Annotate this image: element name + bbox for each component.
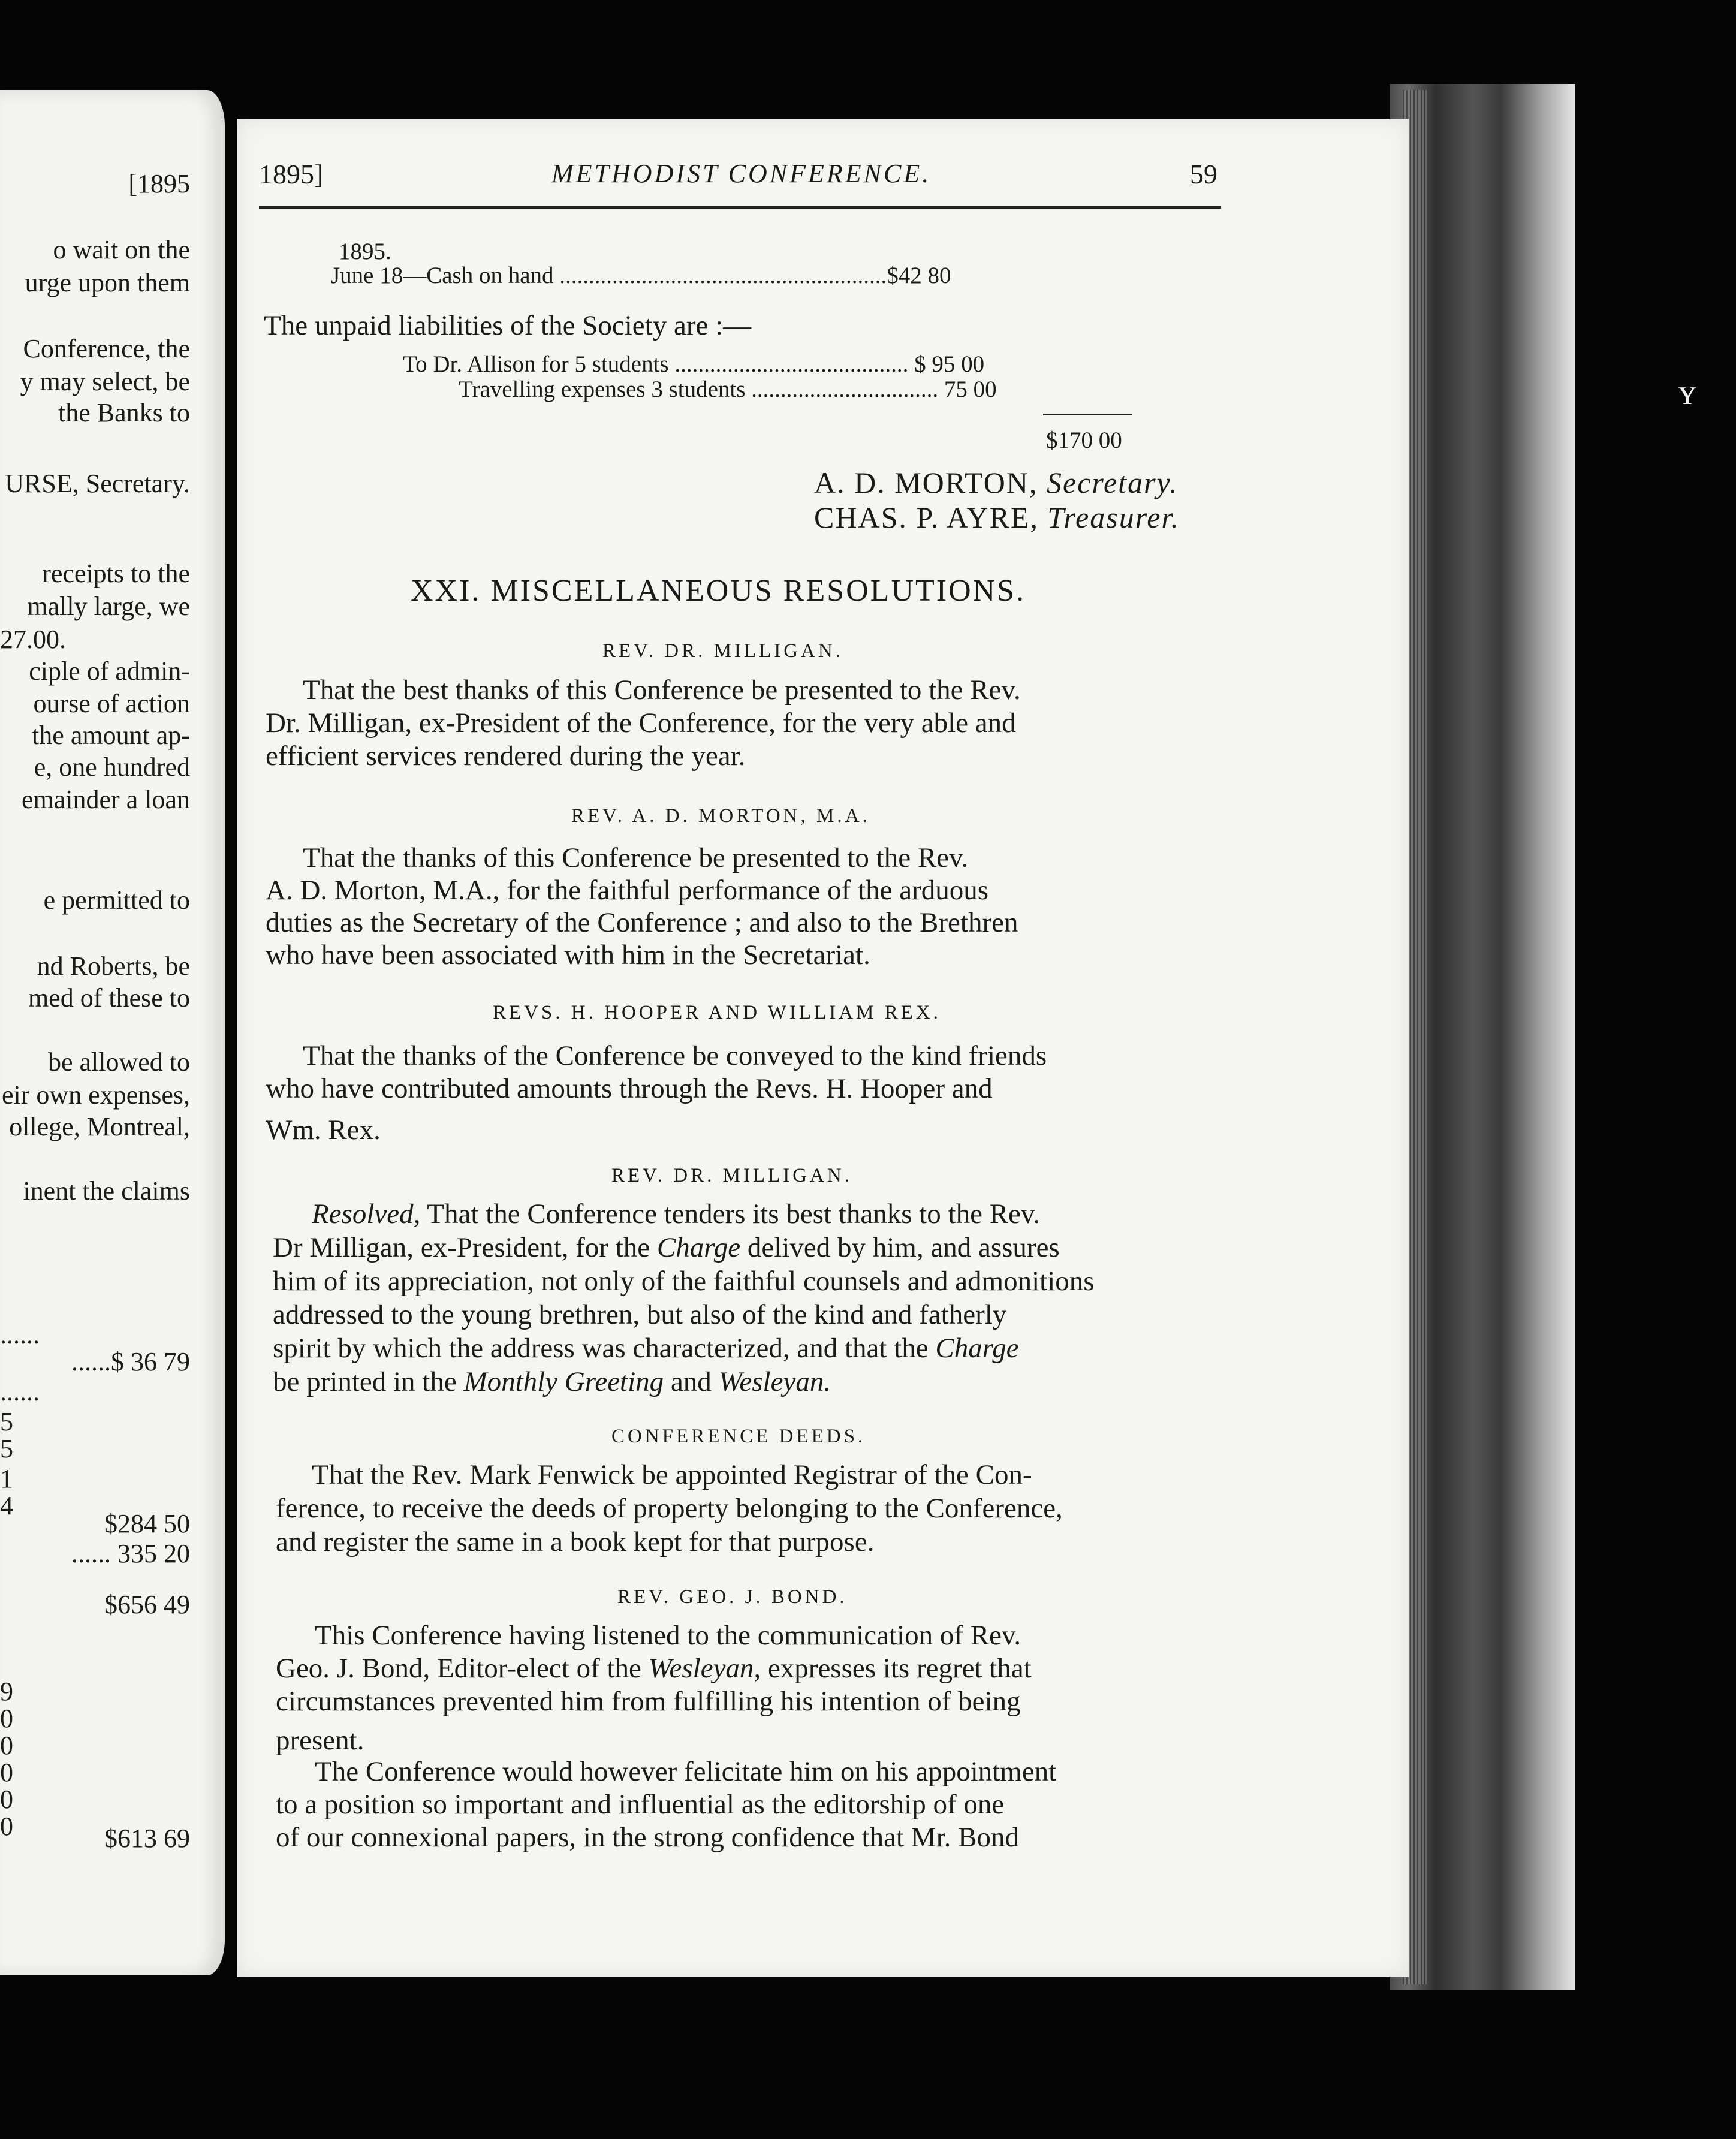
resolution-heading-milligan: REV. DR. MILLIGAN. [602,640,843,662]
resolution-text: circumstances prevented him from fulfilling his intention of being [276,1686,1021,1717]
left-page-line: 0 [0,1758,13,1787]
resolution-text: That the Rev. Mark Fenwick be appointed Registrar of the Con- [312,1459,1032,1490]
left-page-line: ciple of admin- [29,656,190,686]
left-page-line: 5 [0,1434,13,1463]
left-page-line: be allowed to [47,1047,190,1077]
left-page-line: ...... [0,1377,40,1406]
statement-year: 1895. [339,239,391,264]
running-head-year: 1895] [259,159,324,189]
sum-rule [1043,414,1132,415]
resolution-heading-milligan-charge: REV. DR. MILLIGAN. [611,1165,852,1186]
running-head-title: METHODIST CONFERENCE. [551,159,932,188]
left-page-line: 0 [0,1704,13,1733]
left-page-line: $613 69 [104,1824,190,1853]
left-page-line: the amount ap- [32,721,190,750]
left-page-line: 5 [0,1407,13,1436]
left-page-line: Conference, the [23,334,190,363]
resolution-text: The Conference would however felicitate him on his appointment [315,1756,1057,1787]
left-page-line: 27.00. [0,625,66,654]
liabilities-intro: The unpaid liabilities of the Society are :— [264,310,752,341]
resolution-heading-morton: REV. A. D. MORTON, M.A. [571,805,870,827]
resolution-text: who have been associated with him in the Secretariat. [266,939,870,971]
left-page-line: nd Roberts, be [37,951,190,981]
left-page-line: emainder a loan [22,785,190,814]
left-page-line: ollege, Montreal, [9,1112,190,1141]
resolution-text: Dr Milligan, ex-President, for the Charge delived by him, and assures [273,1232,1060,1263]
liability-item-travel: Travelling expenses 3 students ................................ 75 00 [459,376,997,402]
header-rule [259,206,1221,209]
resolution-text: spirit by which the address was characterized, and that the Charge [273,1333,1019,1364]
left-page-line: ourse of action [33,689,190,718]
resolution-text: and register the same in a book kept for that purpose. [276,1526,875,1557]
left-page-line: ...... [0,1320,40,1349]
resolution-text: present. [276,1725,364,1756]
cash-on-hand-line: June 18—Cash on hand ........................................................$42 80 [331,263,951,288]
resolution-heading-hooper-rex: REVS. H. HOOPER AND WILLIAM REX. [493,1002,941,1023]
resolution-text: to a position so important and influential as the editorship of one [276,1789,1005,1820]
resolution-text: who have contributed amounts through the Revs. H. Hooper and [266,1073,993,1104]
left-page-line: e permitted to [43,885,190,915]
signature-treasurer: CHAS. P. AYRE, Treasurer. [814,501,1180,534]
resolution-text: A. D. Morton, M.A., for the faithful performance of the arduous [266,875,989,906]
resolution-text: That the best thanks of this Conference be presented to the Rev. [303,674,1021,706]
resolution-text: Geo. J. Bond, Editor-elect of the Wesleyan, expresses its regret that [276,1653,1032,1684]
left-page-line: $284 50 [104,1509,190,1538]
resolution-text: duties as the Secretary of the Conference ; and also to the Brethren [266,907,1018,938]
left-page-line: 1 [0,1464,13,1493]
left-page-line: 0 [0,1731,13,1760]
resolution-text: Wm. Rex. [266,1114,381,1146]
left-page-line: inent the claims [23,1176,190,1206]
signature-secretary: A. D. MORTON, Secretary. [814,466,1179,499]
left-facing-page [0,90,225,1975]
resolution-text: him of its appreciation, not only of the faithful counsels and admonitions [273,1266,1095,1297]
liabilities-total: $170 00 [1046,427,1122,453]
left-page-line: $656 49 [104,1590,190,1619]
left-page-line: urge upon them [25,268,190,297]
resolution-text: addressed to the young brethren, but also of the kind and fatherly [273,1299,1007,1330]
left-page-line: y may select, be [20,367,190,396]
left-page-line: 0 [0,1785,13,1814]
left-page-line: mally large, we [27,592,190,621]
left-page-line: e, one hundred [34,752,190,782]
resolution-text: That the thanks of this Conference be presented to the Rev. [303,842,969,873]
resolution-text: Resolved, That the Conference tenders its best thanks to the Rev. [312,1198,1041,1230]
resolution-text: efficient services rendered during the year. [266,740,746,772]
left-page-line: o wait on the [53,235,190,264]
left-page-line: receipts to the [42,559,190,588]
left-page-line: URSE, Secretary. [5,469,190,498]
resolution-text: Dr. Milligan, ex-President of the Conference, for the very able and [266,707,1016,739]
left-page-line: 4 [0,1491,13,1520]
resolution-text: That the thanks of the Conference be conveyed to the kind friends [303,1040,1047,1071]
resolution-text: be printed in the Monthly Greeting and Wesleyan. [273,1366,831,1397]
left-page-line: 9 [0,1677,13,1706]
resolution-text: This Conference having listened to the communication of Rev. [315,1620,1021,1651]
section-title: XXI. MISCELLANEOUS RESOLUTIONS. [411,574,1026,608]
left-page-line: ......$ 36 79 [71,1347,190,1376]
left-page-line: [1895 [128,169,190,198]
left-page-line: the Banks to [58,398,190,427]
liability-item-allison: To Dr. Allison for 5 students ........................................ $ 95 00 [403,351,985,377]
left-page-line: ...... 335 20 [71,1539,190,1568]
stray-mark: ʏ [1678,372,1696,412]
resolution-heading-deeds: CONFERENCE DEEDS. [611,1426,866,1447]
resolution-text: ference, to receive the deeds of property belonging to the Conference, [276,1493,1063,1524]
resolution-text: of our connexional papers, in the strong confidence that Mr. Bond [276,1822,1019,1853]
left-page-line: 0 [0,1812,13,1841]
resolution-heading-bond: REV. GEO. J. BOND. [617,1586,848,1608]
page-number: 59 [1190,159,1217,189]
left-page-line: med of these to [28,983,190,1013]
left-page-line: eir own expenses, [1,1080,190,1110]
